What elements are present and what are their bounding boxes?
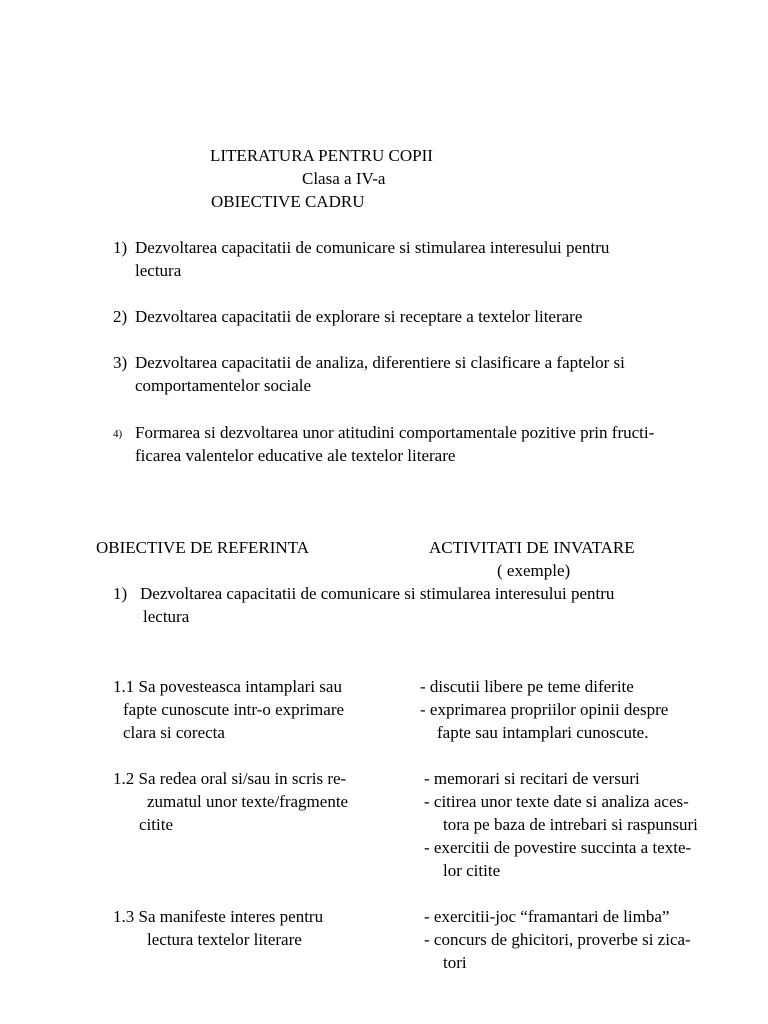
- activity-1-1-item-1: - discutii libere pe teme diferite: [420, 677, 634, 696]
- ref-1-1-line-1: 1.1 Sa povesteasca intamplari sau: [113, 677, 342, 696]
- activity-1-2-item-3: - exercitii de povestire succinta a texte-: [424, 838, 692, 857]
- ref-1-2-line-1: 1.2 Sa redea oral si/sau in scris re-: [113, 769, 347, 788]
- activity-1-2-item-2: - citirea unor texte date si analiza aces-: [424, 792, 689, 811]
- column-header-activitati-invatare: ACTIVITATI DE INVATARE: [429, 538, 635, 557]
- section-1-number: 1): [113, 584, 128, 603]
- activity-1-2-item-1: - memorari si recitari de versuri: [424, 769, 640, 788]
- class-label: Clasa a IV-a: [302, 169, 386, 188]
- objective-3-text: Dezvoltarea capacitatii de analiza, diferentiere si clasificare a faptelor si: [135, 353, 625, 372]
- objective-2-text: Dezvoltarea capacitatii de explorare si receptare a textelor literare: [135, 307, 583, 326]
- objective-1-text: Dezvoltarea capacitatii de comunicare si stimularea interesului pentru: [135, 238, 610, 257]
- objective-4-text-cont: ficarea valentelor educative ale textelor literare: [135, 446, 456, 465]
- activity-1-3-item-2: - concurs de ghicitori, proverbe si zica-: [424, 930, 691, 949]
- objective-1-number: 1): [113, 238, 128, 257]
- activity-1-3-item-2-cont: tori: [443, 953, 467, 972]
- objective-3-text-cont: comportamentelor sociale: [135, 376, 312, 395]
- ref-1-1-line-2: fapte cunoscute intr-o exprimare: [123, 700, 345, 719]
- ref-1-2-line-3: citite: [139, 815, 173, 834]
- objective-4-number-text: 4): [113, 428, 123, 440]
- objective-4-number: [113, 423, 122, 444]
- activity-1-1-item-2-cont: fapte sau intamplari cunoscute.: [437, 723, 649, 742]
- ref-1-3-line-1: 1.3 Sa manifeste interes pentru: [113, 907, 324, 926]
- document-title: LITERATURA PENTRU COPII: [210, 146, 433, 165]
- ref-1-3-line-2: lectura textelor literare: [147, 930, 302, 949]
- ref-1-2-line-2: zumatul unor texte/fragmente: [147, 792, 349, 811]
- column-header-exemple: ( exemple): [497, 561, 571, 580]
- objective-2-number: 2): [113, 307, 128, 326]
- activity-1-3-item-1: - exercitii-joc “framantari de limba”: [424, 907, 670, 926]
- activity-1-2-item-3-cont: lor citite: [443, 861, 501, 880]
- column-header-obiective-referinta: OBIECTIVE DE REFERINTA: [96, 538, 310, 557]
- ref-1-1-line-3: clara si corecta: [123, 723, 225, 742]
- objective-1-text-cont: lectura: [135, 261, 182, 280]
- activity-1-2-item-2-cont: tora pe baza de intrebari si raspunsuri: [443, 815, 698, 834]
- objective-3-number: 3): [113, 353, 128, 372]
- section-1-text: Dezvoltarea capacitatii de comunicare si stimularea interesului pentru: [140, 584, 615, 603]
- objective-4-text: Formarea si dezvoltarea unor atitudini comportamentale pozitive prin fructi-: [135, 423, 655, 442]
- activity-1-1-item-2: - exprimarea propriilor opinii despre: [420, 700, 669, 719]
- section-1-text-cont: lectura: [143, 607, 190, 626]
- section-heading-obiective-cadru: OBIECTIVE CADRU: [211, 192, 365, 211]
